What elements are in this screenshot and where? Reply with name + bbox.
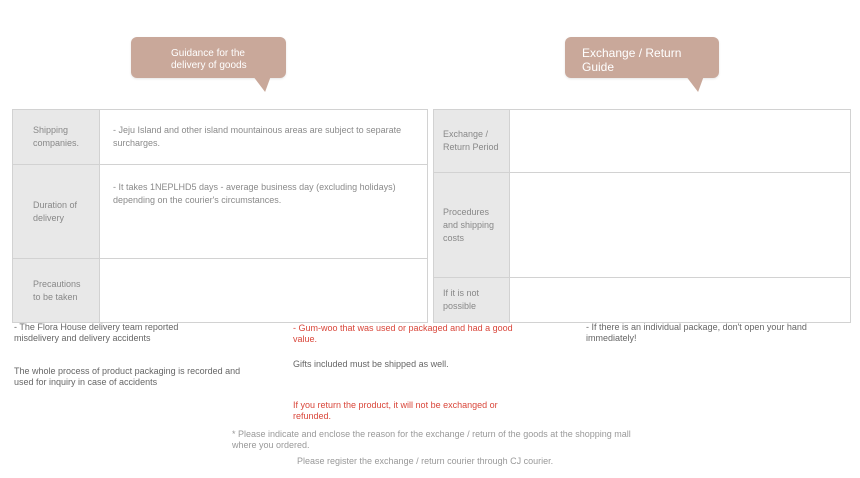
row-text-not-possible bbox=[510, 278, 851, 323]
exchange-guide-title-bubble bbox=[565, 37, 719, 78]
row-label-not-possible: If it is not possible bbox=[434, 278, 510, 323]
delivery-guide-title-bubble bbox=[131, 37, 286, 78]
exchange-guide-table bbox=[433, 109, 851, 323]
exchange-note-courier: Please register the exchange / return courier through CJ courier. bbox=[297, 456, 554, 466]
exchange-note-gifts: Gifts included must be shipped as well. bbox=[293, 359, 449, 369]
row-label-precautions: Precautions to be taken bbox=[13, 259, 100, 323]
table-row bbox=[434, 173, 851, 278]
delivery-guide-title: Guidance for the delivery of goods bbox=[171, 48, 247, 71]
row-text-precautions bbox=[100, 259, 428, 323]
table-row bbox=[13, 259, 428, 323]
row-label-duration: Duration of delivery bbox=[13, 165, 100, 259]
exchange-guide-title: Exchange / Return Guide bbox=[582, 46, 682, 74]
row-label-shipping-companies: Shipping companies. bbox=[13, 110, 100, 165]
row-label-procedures: Procedures and shipping costs bbox=[434, 173, 510, 278]
table-row bbox=[13, 110, 428, 165]
exchange-note-gum-woo: - Gum-woo that was used or packaged and had a good value. bbox=[293, 323, 513, 344]
exchange-note-individual: - If there is an individual package, don't open your hand immediately! bbox=[586, 322, 807, 343]
table-row bbox=[13, 165, 428, 259]
table-row bbox=[434, 110, 851, 173]
row-text-procedures bbox=[510, 173, 851, 278]
delivery-note-misdelivery: - The Flora House delivery team reported misdelivery and delivery accidents bbox=[14, 322, 179, 343]
delivery-guide-table bbox=[12, 109, 428, 323]
delivery-note-packaging: The whole process of product packaging is recorded and used for inquiry in case of accidents bbox=[14, 366, 241, 387]
table-row bbox=[434, 278, 851, 323]
row-label-exchange-period: Exchange / Return Period bbox=[434, 110, 510, 173]
row-text-exchange-period bbox=[510, 110, 851, 173]
row-text-shipping-companies: - Jeju Island and other island mountainous areas are subject to separate surcharges. bbox=[100, 110, 428, 165]
exchange-note-reason: * Please indicate and enclose the reason for the exchange / return of the goods at the shopping mall where you ordered. bbox=[232, 429, 631, 450]
row-text-duration: - It takes 1NEPLHD5 days - average business day (excluding holidays) depending on the courier's circumstances. bbox=[100, 165, 428, 259]
exchange-note-return-warning: If you return the product, it will not be exchanged or refunded. bbox=[293, 400, 498, 421]
